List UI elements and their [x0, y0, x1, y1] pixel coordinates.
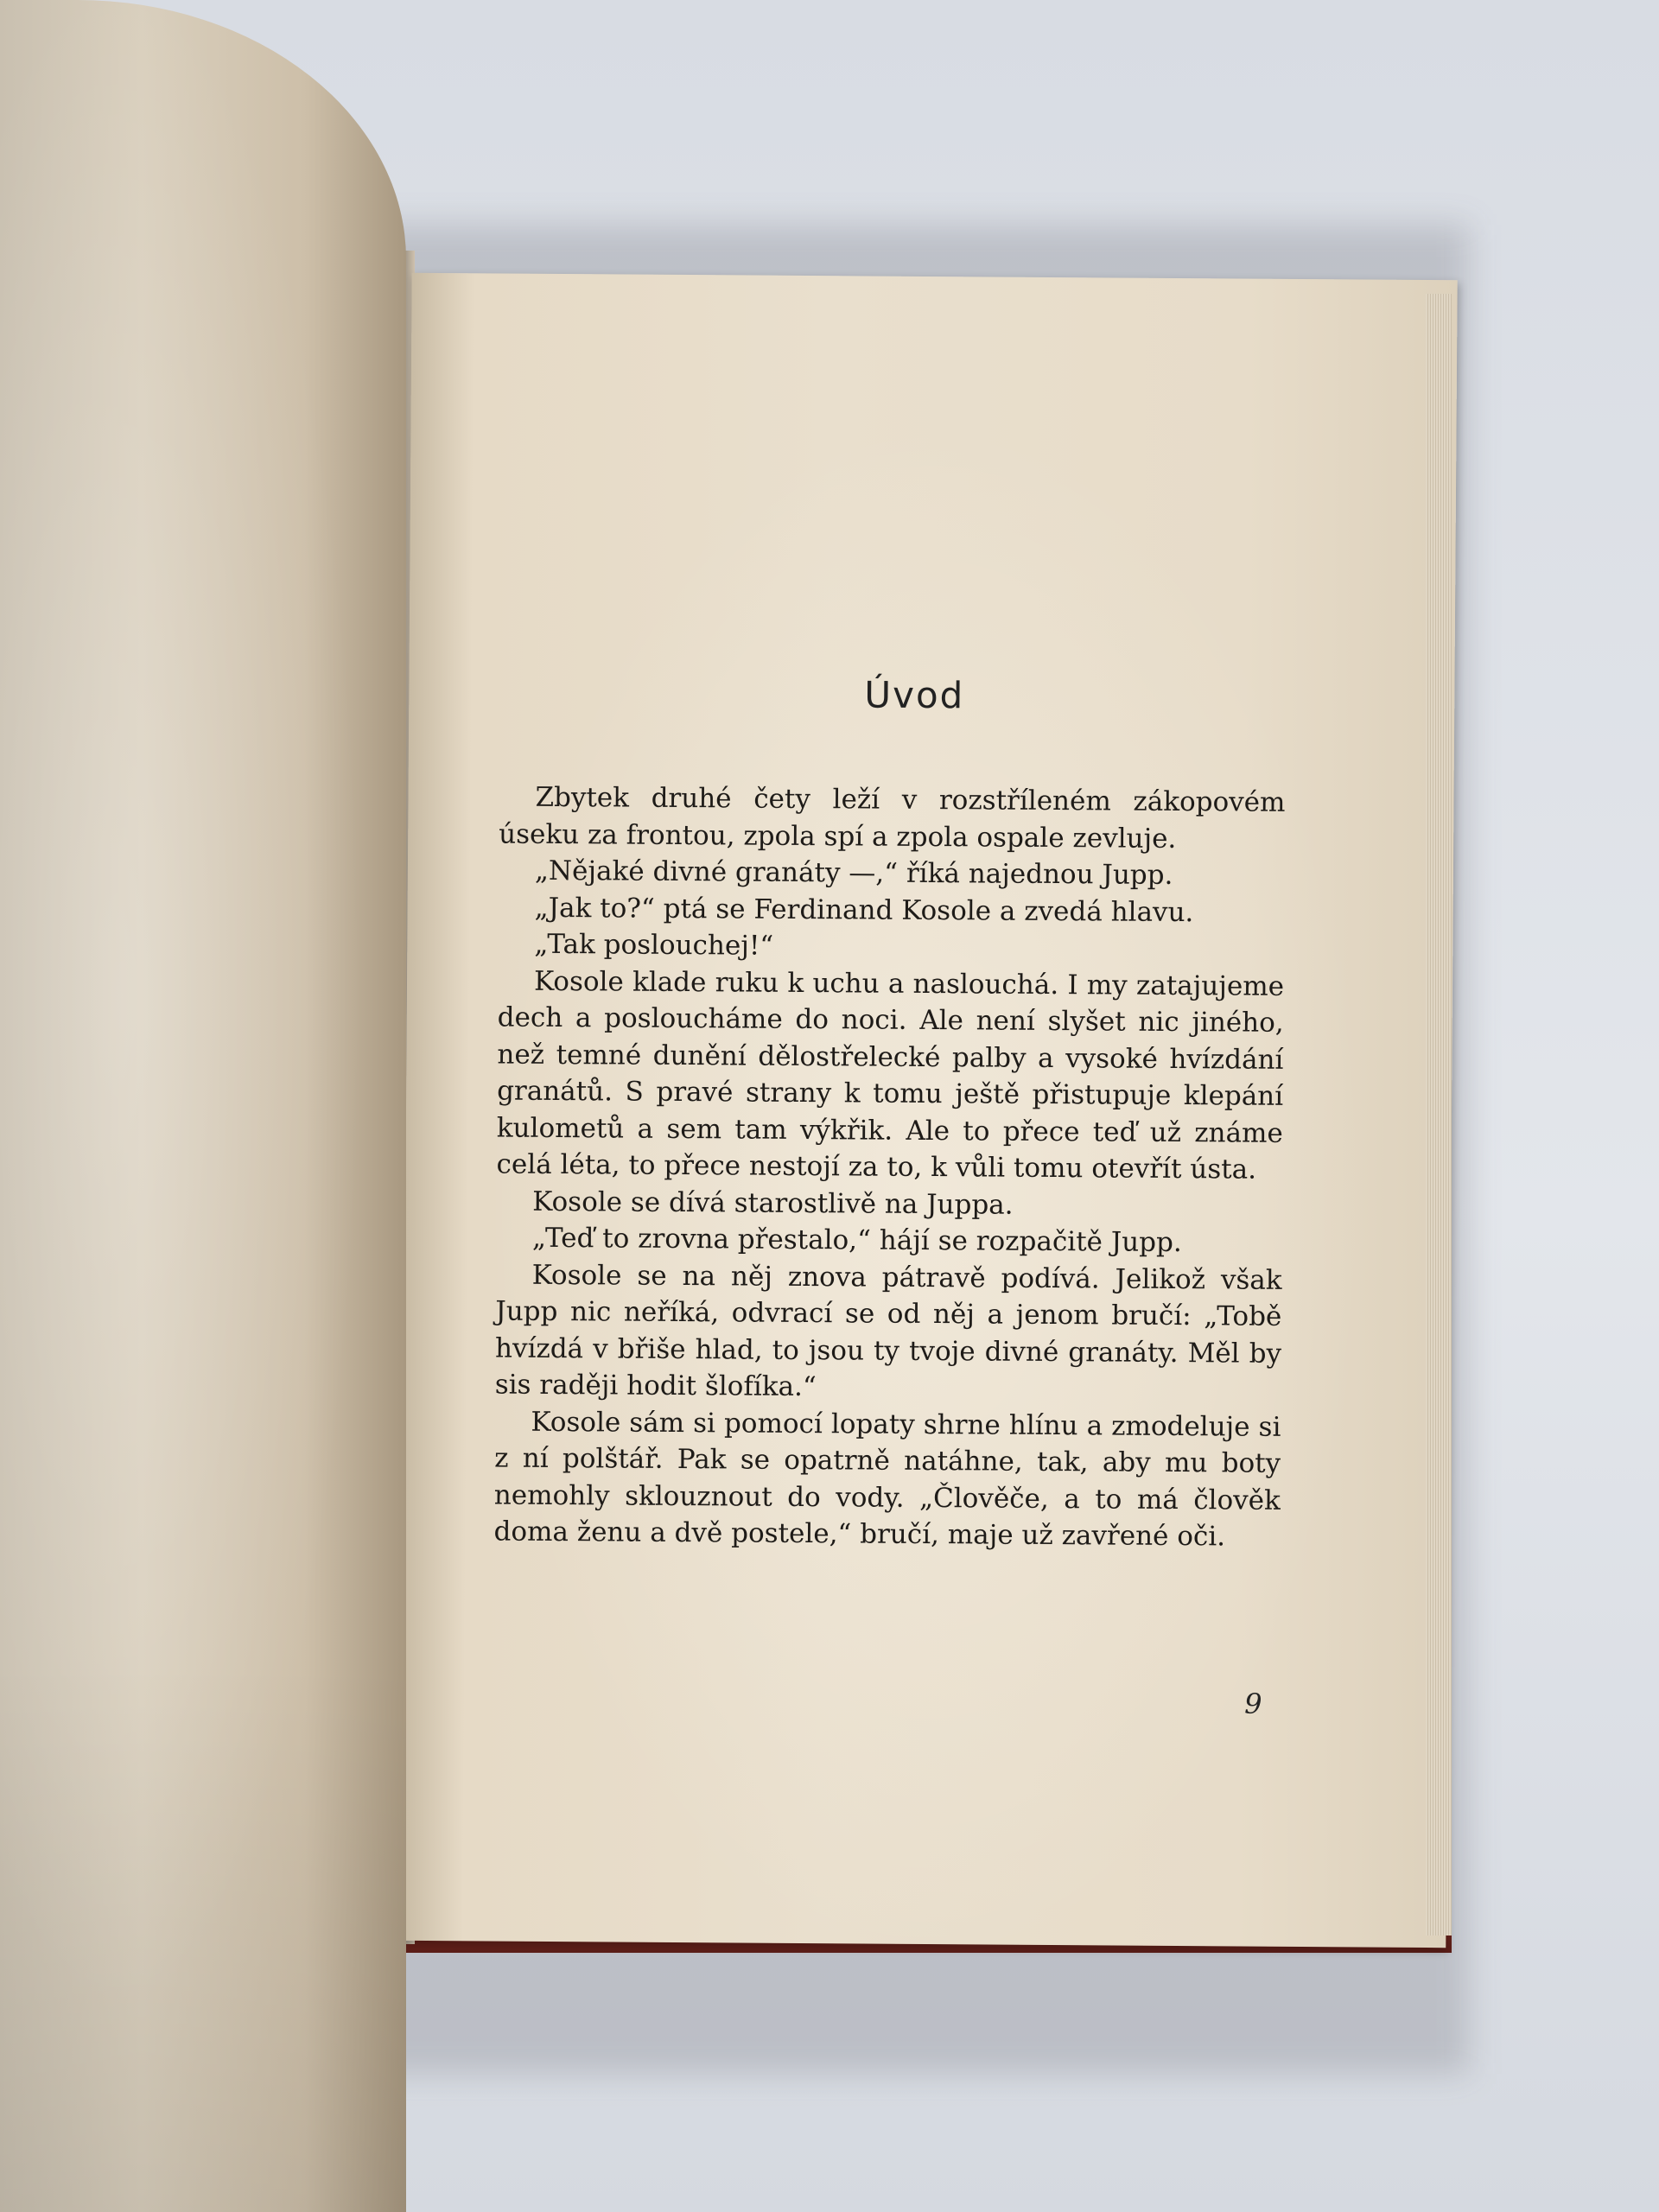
paragraph: Kosole klade ruku k uchu a naslouchá. I my zatajujeme dech a posloucháme do noci. Ale není slyšet nic jiného, než temné dunění dělostřelecké palby a vysoké hvízdání granátů. S pravé strany k tomu ještě přistupuje klepání kulometů a sem tam výkřik. Ale to přece teď už známe celá léta, to přece nestojí za to, k vůli tomu otevřít ústa. [496, 965, 1285, 1185]
paragraph: Zbytek druhé čety leží v rozstříleném zákopovém úseku za frontou, zpola spí a zpola ospale zevluje. [499, 781, 1286, 855]
paragraph: Kosole sám si pomocí lopaty shrne hlínu a zmodeluje si z ní polštář. Pak se opatrně natáhne, tak, aby mu boty nemohly sklouznout do vody. „Člověče, a to má člověk doma ženu a dvě postele,“ bručí, maje už zavřené oči. [493, 1406, 1281, 1553]
page-number: 9 [1244, 1687, 1262, 1720]
paragraph: „Jak to?“ ptá se Ferdinand Kosole a zvedá hlavu. [534, 892, 1194, 928]
paragraph: „Teď to zrovna přestalo,“ hájí se rozpačitě Jupp. [531, 1222, 1182, 1259]
left-page-shading [0, 0, 406, 2212]
right-page [400, 273, 1457, 1948]
body-text [493, 779, 1285, 1556]
page-stack-edge [1426, 294, 1452, 1936]
page-content [491, 274, 1332, 1948]
paragraph: „Tak poslouchej!“ [534, 928, 774, 962]
chapter-title: Úvod [864, 673, 965, 717]
paragraph: Kosole se dívá starostlivě na Juppa. [532, 1185, 1014, 1221]
paragraph: Kosole se na něj znova pátravě podívá. Jelikož však Jupp nic neříká, odvrací se od něj a jenom bručí: „Tobě hvízdá v břiše hlad, to jsou ty tvoje divné granáty. Měl by sis raději hodit šlofíka.“ [494, 1259, 1282, 1403]
paragraph: „Nějaké divné granáty —,“ říká najednou Jupp. [534, 855, 1173, 891]
